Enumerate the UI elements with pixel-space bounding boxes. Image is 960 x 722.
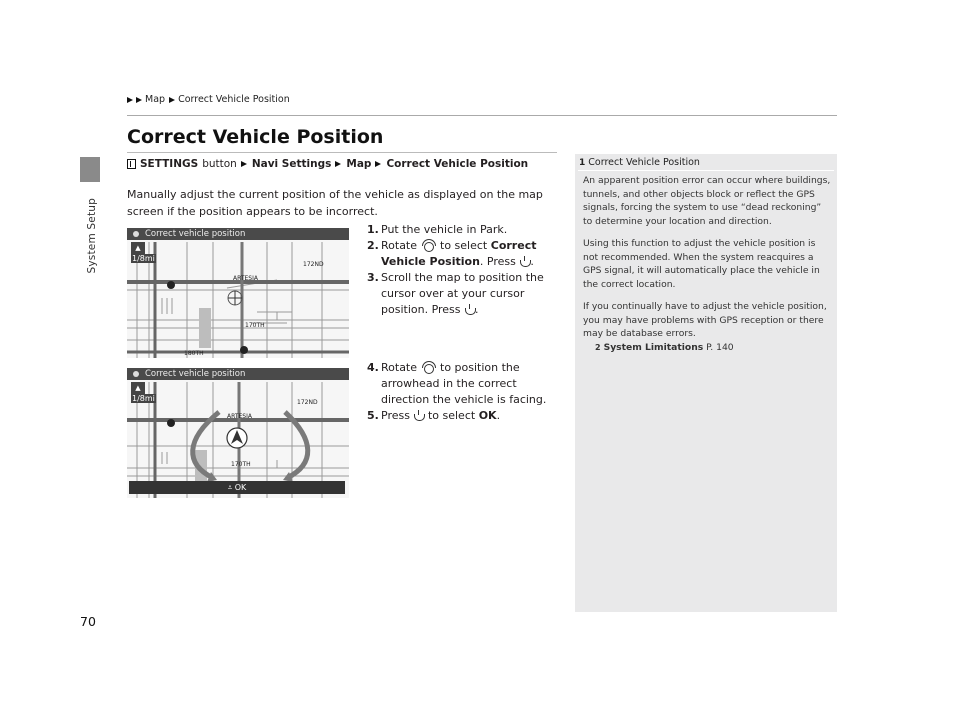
street-label: 172ND [303, 261, 324, 268]
path-arrow-icon [241, 161, 247, 167]
note-paragraph: Using this function to adjust the vehicle position is not recommended. When the system reacquires a GPS signal, it will automatically place the vehicle in the correct location. [583, 238, 820, 290]
sidebar-tab-marker [80, 157, 100, 182]
button-word: button [202, 158, 237, 170]
note-heading [579, 157, 700, 168]
intro-paragraph: Manually adjust the current position of the vehicle as displayed on the map screen if the position appears to be incorrect. [127, 188, 543, 218]
section-label: System Setup [86, 198, 98, 274]
note-body [583, 174, 831, 354]
step-3 [367, 270, 562, 318]
path-arrow-icon [375, 161, 381, 167]
step-text [381, 238, 562, 270]
step-text [381, 408, 562, 424]
step-text-part: Press [381, 409, 410, 422]
steps-group-1 [367, 222, 562, 318]
step-text-part: . [496, 409, 501, 422]
map-1-roads [127, 228, 349, 358]
breadcrumb [127, 94, 290, 105]
cross-reference-link[interactable] [583, 341, 831, 355]
north-indicator-icon: ▲ [131, 382, 145, 394]
path-item-map: Map [346, 158, 372, 170]
street-label: 180TH [184, 350, 204, 357]
step-number: 4. [367, 361, 379, 374]
home-icon [127, 159, 136, 169]
map-scale: 1/8mi [132, 254, 155, 263]
path-item-navi-settings: Navi Settings [251, 158, 332, 170]
street-label: ARTESIA [227, 413, 252, 420]
step-text-part: . Press [479, 255, 516, 268]
step-4 [367, 360, 562, 408]
note-paragraph: An apparent position error can occur where buildings, tunnels, and other objects block or reflect the GPS signals, forcing the system to use “dead reckoning” to determine your location and direction. [583, 175, 831, 227]
header-divider [127, 115, 837, 116]
breadcrumb-arrow-icon [136, 97, 142, 103]
note-icon: 1 [579, 157, 586, 168]
note-divider [578, 170, 834, 171]
breadcrumb-item-current: Correct Vehicle Position [178, 94, 290, 105]
step-text-part: to position the arrowhead in the correct direction the vehicle is facing. [381, 361, 547, 406]
ok-button[interactable] [129, 481, 345, 494]
step-text-part: Rotate [381, 239, 418, 252]
press-icon [413, 410, 424, 421]
press-icon: ⩡ [227, 483, 235, 492]
north-indicator-icon: ▲ [131, 242, 145, 254]
reference-title: System Limitations [603, 341, 704, 353]
step-text-part: to select [427, 409, 476, 422]
note-title: Correct Vehicle Position [588, 157, 700, 168]
page-title: Correct Vehicle Position [127, 126, 384, 148]
map-header: Correct vehicle position [127, 368, 349, 380]
breadcrumb-arrow-icon [169, 97, 175, 103]
cross-reference-icon: 2 [595, 342, 601, 352]
step-text-part: to select [440, 239, 488, 252]
reference-page: P. 140 [706, 341, 734, 353]
street-label: 170TH [231, 461, 251, 468]
step-bold-term: OK [478, 409, 497, 422]
page-number: 70 [80, 614, 96, 629]
ok-label: OK [234, 483, 247, 492]
street-label: 170TH [245, 322, 265, 329]
settings-button-name: SETTINGS [140, 158, 199, 170]
street-label: ARTESIA [233, 275, 258, 282]
map-screenshot-1 [127, 228, 349, 358]
step-2 [367, 238, 562, 270]
menu-path [127, 158, 528, 170]
step-number: 1. [367, 223, 379, 236]
step-number: 2. [367, 239, 379, 252]
street-label: 172ND [297, 399, 318, 406]
press-icon [519, 256, 530, 267]
step-1 [367, 222, 562, 238]
step-text-part: Rotate [381, 361, 418, 374]
map-2-roads [127, 368, 349, 498]
step-text: Put the vehicle in Park. [381, 223, 508, 236]
breadcrumb-item-map[interactable]: Map [145, 94, 166, 105]
interface-dial-icon [421, 361, 437, 373]
breadcrumb-arrow-icon [127, 97, 133, 103]
step-text [381, 360, 562, 408]
step-number: 5. [367, 409, 379, 422]
map-screenshot-2 [127, 368, 349, 498]
map-header: Correct vehicle position [127, 228, 349, 240]
step-bold-term: Correct Vehicle Position [381, 239, 537, 268]
step-text [381, 270, 562, 318]
step-text-part: . [475, 303, 479, 316]
path-arrow-icon [335, 161, 341, 167]
map-scale: 1/8mi [132, 394, 155, 403]
step-text-part: . [530, 255, 534, 268]
step-text-part: Scroll the map to position the cursor over at your cursor position. Press [381, 271, 544, 316]
path-item-correct-vehicle-position: Correct Vehicle Position [386, 158, 529, 170]
steps-group-2 [367, 360, 562, 424]
title-divider [127, 152, 557, 153]
step-5 [367, 408, 562, 424]
note-paragraph: If you continually have to adjust the vehicle position, you may have problems with GPS reception or there may be database errors. [583, 301, 827, 339]
press-icon [464, 304, 475, 315]
step-number: 3. [367, 271, 379, 284]
interface-dial-icon [421, 239, 437, 251]
